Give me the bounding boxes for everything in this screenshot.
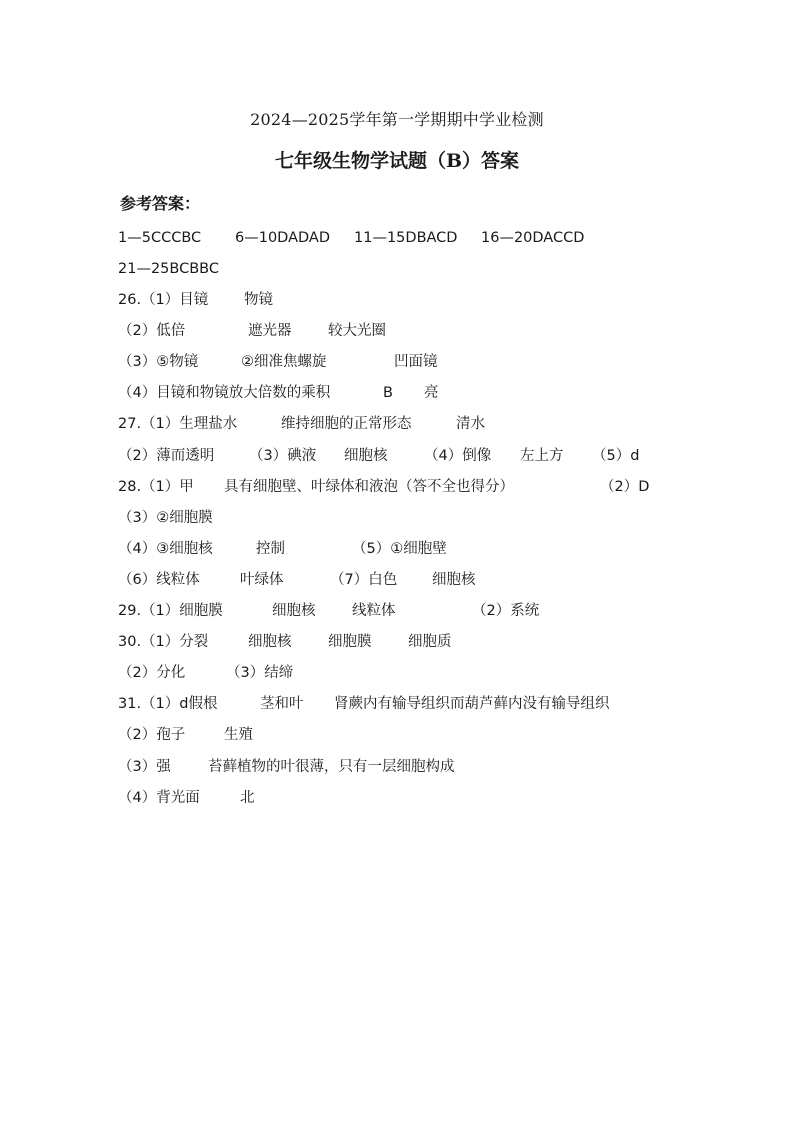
answer-segment: （7）白色 <box>330 572 398 588</box>
answer-segment: 30.（1）分裂 <box>118 634 209 650</box>
answer-segment: 27.（1）生理盐水 <box>118 416 238 432</box>
answer-segment: （4）倒像 <box>424 448 492 464</box>
answer-segment: （4）背光面 <box>118 790 200 806</box>
answer-segment: 26.（1）目镜 <box>118 292 209 308</box>
reference-answers-label: 参考答案： <box>120 194 201 213</box>
answer-segment: 北 <box>240 790 255 806</box>
answer-segment: （4）③细胞核 <box>118 541 213 557</box>
answer-segment: 物镜 <box>244 292 273 308</box>
answer-segment: （3）结缔 <box>226 665 294 681</box>
answer-segment: 维持细胞的正常形态 <box>281 416 412 432</box>
answer-segment: 细胞核 <box>344 448 388 464</box>
answer-segment: （2）低倍 <box>118 323 186 339</box>
answer-segment: 细胞膜 <box>328 634 372 650</box>
choice-group-1-5: 1—5CCCBC <box>118 230 202 246</box>
answer-segment: 遮光器 <box>248 323 292 339</box>
answer-segment: 控制 <box>256 541 285 557</box>
answer-segment: （2）分化 <box>118 665 186 681</box>
answer-segment: 亮 <box>424 385 439 401</box>
answer-segment: （2）薄而透明 <box>118 448 215 464</box>
answer-segment: B <box>383 385 393 401</box>
answer-segment: （5）d <box>592 448 640 464</box>
answer-segment: 细胞质 <box>408 634 452 650</box>
answer-segment: （3）⑤物镜 <box>118 354 199 370</box>
answer-segment: （2）系统 <box>472 603 540 619</box>
exam-title: 七年级生物学试题（B）答案 <box>274 150 520 172</box>
answer-segment: 较大光圈 <box>328 323 386 339</box>
answer-segment: ②细准焦螺旋 <box>241 354 327 370</box>
answer-segment: 清水 <box>456 416 485 432</box>
answer-segment: 具有细胞壁、叶绿体和液泡（答不全也得分） <box>224 479 514 495</box>
answer-segment: 细胞核 <box>272 603 316 619</box>
answer-segment: 细胞核 <box>432 572 476 588</box>
answer-segment: 左上方 <box>520 448 564 464</box>
answer-segment: 苔藓植物的叶很薄，只有一层细胞构成 <box>208 759 455 775</box>
answer-segment: 凹面镜 <box>394 354 438 370</box>
answer-segment: 茎和叶 <box>260 696 304 712</box>
answer-segment: 生殖 <box>224 727 253 743</box>
choice-group-16-20: 16—20DACCD <box>481 230 585 246</box>
answer-segment: 细胞核 <box>248 634 292 650</box>
choice-group-6-10: 6—10DADAD <box>235 230 331 246</box>
answer-segment: （4）目镜和物镜放大倍数的乘积 <box>118 385 331 401</box>
answer-segment: （3）碘液 <box>249 448 317 464</box>
answer-segment: （3）强 <box>118 759 171 775</box>
answer-segment: （2）孢子 <box>118 727 186 743</box>
choice-group-11-15: 11—15DBACD <box>354 230 458 246</box>
choice-group-21-25: 21—25BCBBC <box>118 261 219 277</box>
answer-segment: 29.（1）细胞膜 <box>118 603 223 619</box>
answer-segment: 31.（1）d假根 <box>118 696 218 712</box>
answer-segment: （2）D <box>600 479 650 495</box>
answer-segment: 28.（1）甲 <box>118 479 194 495</box>
answer-segment: 线粒体 <box>352 603 396 619</box>
answer-segment: （3）②细胞膜 <box>118 510 213 526</box>
answer-segment: （5）①细胞壁 <box>352 541 447 557</box>
answer-segment: 叶绿体 <box>240 572 284 588</box>
school-year-title: 2024—2025学年第一学期期中学业检测 <box>250 110 544 129</box>
answer-segment: （6）线粒体 <box>118 572 200 588</box>
answer-segment: 肾蕨内有输导组织而葫芦藓内没有输导组织 <box>334 696 610 712</box>
